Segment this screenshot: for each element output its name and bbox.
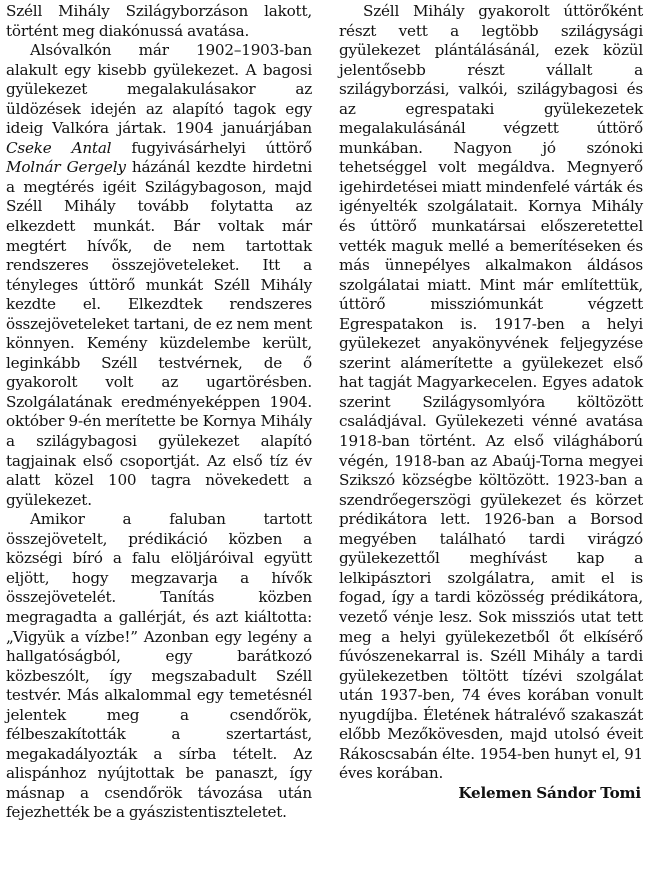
author-signature: Kelemen Sándor Tomi xyxy=(458,783,641,802)
left-column xyxy=(6,2,312,872)
person-name-cseke: Cseke Antal xyxy=(6,138,112,157)
paragraph-ministry: Széll Mihály gyakorolt úttörőként részt vett a legtöbb szilágysági gyülekezet plántálásánál, ezek közül jelentősebb részt vállalt a szilágyborzási, valkói, szilágybagosi és az egrespataki gyülekezetek megalakulásánál végzett úttörő munkában. Nagyon jó szónoki tehetséggel volt megáldva. Megnyerő igehirdetései miatt mindenfelé várták és igényelték szolgálatait. Kornya Mihály és úttörő munkatársai előszeretettel vették maguk mellé a bemerítéseken és más ünnepélyes alkalmakon áldásos szolgálatai miatt. Mint már említettük, úttörő missziómunkát végzett Egrespatakon is. 1917-ben a helyi gyülekezet anyakönyvének feljegyzése szerint alámerítette a gyülekezet első hat tagját Magyarkecelen. Egyes adatok szerint Szilágysomlyóra költözött családjával. Gyülekezeti vénné avatása 1918-ban történt. Az első világháború végén, 1918-ban az Abaúj-Torna megyei Szikszó községbe költözött. 1923-ban a szendrőegerszögi gyülekezet és körzet prédikátora lett. 1926-ban a Borsod megyében található tardi virágzó gyülekezettől meghívást kap a lelkipásztori szolgálatra, amit el is fogad, így a tardi közösség prédikátora, vezető vénje lesz. Sok missziós utat tett meg a helyi gyülekezetből őt elkísérő fúvószenekarral is. Széll Mihály a tardi gyülekezetben töltött tízévi szolgálat után 1937-ben, 74 éves korában vonult nyugdíjba. Életének hátralévő szakaszát előbb Mezőkövesden, majd utolsó éveit Rákoscsabán élte. 1954-ben hunyt el, 91 éves korában. xyxy=(339,2,643,783)
paragraph-founding-text-b: fugyivásárhelyi úttörő xyxy=(111,138,312,157)
paragraph-founding xyxy=(6,41,312,510)
person-name-molnar: Molnár Gergely xyxy=(6,158,126,177)
right-column xyxy=(339,2,643,872)
paragraph-founding-text-a: Alsóvalkón már 1902–1903-ban alakult egy kisebb gyülekezet. A bagosi gyülekezet megalakulásakor az üldözések idején az alapító tagok egy ideig Valkóra jártak. 1904 januárjában xyxy=(6,41,312,138)
paragraph-persecution: Amikor a faluban tartott összejövetelt, prédikáció közben a községi bíró a falu elöljáróival együtt eljött, hogy megzavarja a hívők összejövetelét. Tanítás közben megragadta a gallérját, és azt kiáltotta: „Vigyük a vízbe!” Azonban egy legény a hallgatóságból, egy barátkozó közbeszólt, így megszabadult Széll testvér. Más alkalommal egy temetésnél jelentek meg a csendőrök, félbeszakították a szertartást, megakadályozták a sírba tételt. Az alispánhoz nyújtottak be panaszt, így másnap a csendőrök távozása után fejezhették be a gyászistentiszteletet. xyxy=(6,510,312,822)
intro-paragraph: Széll Mihály Szilágyborzáson lakott, történt meg diakónussá avatása. xyxy=(6,2,312,40)
paragraph-founding-text-c: házánál kezdte hirdetni a megtérés igéit Szilágybagoson, majd Széll Mihály tovább folytatta az elkezdett munkát. Bár voltak már megtért hívők, de nem tartottak rendszeres összejöveteleket. Itt a tényleges úttörő munkát Széll Mihály kezdte el. Elkezdtek rendszeres összejöveteleket tartani, de ez nem ment könnyen. Kemény küzdelembe került, leginkább Széll testvérnek, de ő gyakorolt volt az ugartörésben. Szolgálatának eredményeképpen 1904. október 9-én merítette be Kornya Mihály a szilágybagosi gyülekezet alapító tagjainak első csoportját. Az első tíz év alatt közel 100 tagra növekedett a gyülekezet. xyxy=(6,158,312,509)
